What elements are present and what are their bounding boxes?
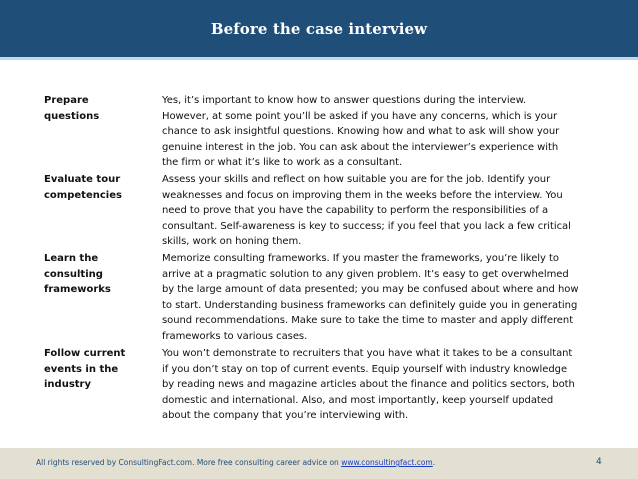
row-description-line: chance to ask insightful questions. Knowing how and what to ask will show your (162, 126, 560, 138)
row-description-line: You won’t demonstrate to recruiters that you have what it takes to be a consultant (162, 348, 573, 359)
row-description-line: genuine interest in the job. You can ask about the interviewer’s experience with (162, 141, 559, 153)
row-label (44, 346, 154, 393)
row-label-line: Follow current (44, 348, 126, 359)
row-description-line: However, at some point you’ll be asked if you have any concerns, which is your (162, 110, 558, 122)
row-label-line: industry (44, 379, 92, 391)
row-description (162, 251, 594, 345)
row-label (44, 251, 154, 298)
row-label (44, 172, 154, 203)
row-label-line: Evaluate tour (44, 174, 121, 185)
page-number: 4 (596, 457, 602, 467)
footer-text: All rights reserved by ConsultingFact.com. More free consulting career advice on (36, 458, 342, 467)
footer-suffix: . (432, 458, 436, 467)
row-description-line: Assess your skills and reflect on how suitable you are for the job. Identify your (162, 174, 551, 185)
row-description-line: weaknesses and focus on improving them in the weeks before the interview. You (162, 189, 563, 201)
row-label-line: Learn the (44, 253, 99, 264)
row-description-line: by reading news and magazine articles about the finance and politics sectors, both (162, 379, 575, 391)
row-description-line: skills, work on honing them. (162, 236, 302, 248)
slide-title: Before the case interview (210, 20, 428, 38)
row-description (162, 346, 594, 424)
row-description-line: by the large amount of data presented; you may be confused about where and how (162, 284, 579, 296)
row-label-line: frameworks (44, 284, 111, 296)
row-description-line: need to prove that you have the capability to perform the responsibilities of a (162, 205, 549, 217)
row-description-line: about the company that you’re interviewing with. (162, 410, 409, 422)
row-description-line: arrive at a pragmatic solution to any given problem. It’s easy to get overwhelmed (162, 268, 569, 280)
row-description-line: sound recommendations. Make sure to take the time to master and apply different (162, 315, 574, 327)
row-description-line: Yes, it’s important to know how to answer questions during the interview. (162, 95, 527, 106)
row-description-line: frameworks to various cases. (162, 330, 308, 342)
row-label-line: questions (44, 110, 100, 122)
row-description (162, 93, 594, 171)
row-label-line: consulting (44, 268, 103, 280)
row-description-line: Memorize consulting frameworks. If you master the frameworks, you’re likely to (162, 253, 559, 264)
row-description-line: the firm or what it’s like to work as a consultant. (162, 157, 403, 169)
row-description-line: to start. Understanding business frameworks can definitely guide you in generating (162, 299, 578, 311)
row-description-line: domestic and international. Also, and most importantly, keep yourself updated (162, 394, 554, 406)
row-label-line: events in the (44, 363, 119, 375)
footer-copyright (36, 458, 435, 467)
row-description-line: if you don’t stay on top of current events. Equip yourself with industry knowledge (162, 363, 568, 375)
row-description-line: consultant. Self-awareness is key to success; if you feel that you lack a few critical (162, 220, 571, 232)
footer-website-link[interactable]: www.consultingfact.com (341, 458, 433, 467)
row-label-line: Prepare (44, 95, 89, 106)
row-label (44, 93, 154, 124)
row-label-line: competencies (44, 189, 122, 201)
slide-header (0, 0, 638, 60)
row-description (162, 172, 594, 250)
slide-footer (0, 448, 638, 479)
